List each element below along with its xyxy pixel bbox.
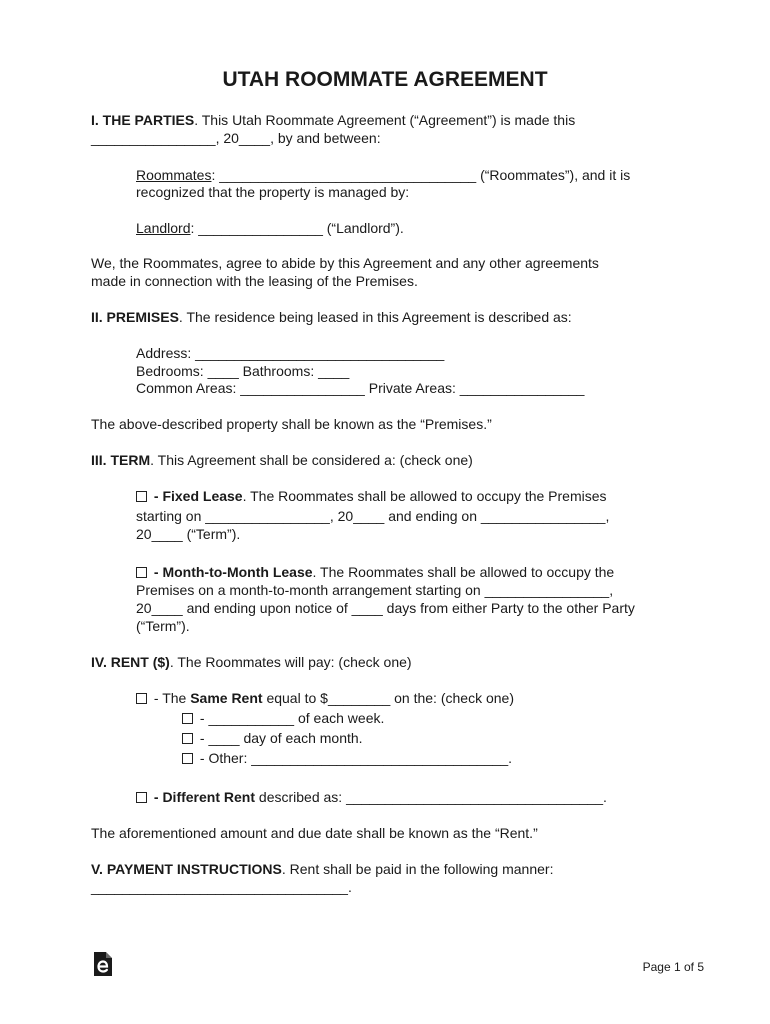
rent-month-option: - ____ day of each month. bbox=[182, 729, 363, 747]
payment-blank-line: _________________________________. bbox=[91, 879, 352, 895]
mtm-lease-line-2: Premises on a month-to-month arrangement starting on ________________, bbox=[136, 582, 614, 598]
roommates-line: Roommates: _________________________________ (“Roommates”), and it is bbox=[136, 167, 631, 183]
different-rent-checkbox[interactable] bbox=[136, 792, 147, 803]
agreement-line-1: We, the Roommates, agree to abide by this Agreement and any other agreements bbox=[91, 255, 599, 271]
rent-other-option: - Other: _________________________________. bbox=[182, 749, 512, 767]
fixed-lease-line-2: starting on ________________, 20____ and ending on ________________, bbox=[136, 508, 610, 524]
rent-month-checkbox[interactable] bbox=[182, 733, 193, 744]
address-line: Address: ________________________________ bbox=[136, 345, 445, 361]
same-rent-checkbox[interactable] bbox=[136, 693, 147, 704]
rent-known-line: The aforementioned amount and due date shall be known as the “Rent.” bbox=[91, 825, 538, 841]
different-rent-line: - Different Rent described as: _________________________________. bbox=[136, 788, 607, 806]
agreement-line-2: made in connection with the leasing of the Premises. bbox=[91, 273, 418, 289]
landlord-label: Landlord bbox=[136, 220, 191, 236]
roommates-label: Roommates bbox=[136, 167, 212, 183]
document-title: UTAH ROOMMATE AGREEMENT bbox=[222, 68, 548, 91]
fixed-lease-checkbox[interactable] bbox=[136, 491, 147, 502]
mtm-lease-label: - Month-to-Month Lease bbox=[153, 564, 313, 580]
premises-line: II. PREMISES. The residence being leased in this Agreement is described as: bbox=[91, 309, 572, 325]
premises-known-line: The above-described property shall be known as the “Premises.” bbox=[91, 416, 492, 432]
page-number: Page 1 of 5 bbox=[642, 960, 704, 974]
mtm-lease-line-3: 20____ and ending upon notice of ____ days from either Party to the other Party bbox=[136, 600, 635, 616]
section-heading-parties: I. THE PARTIES bbox=[91, 112, 195, 128]
mtm-lease-line-4: (“Term”). bbox=[136, 618, 190, 634]
same-rent-line: - The Same Rent equal to $________ on the: (check one) bbox=[136, 689, 514, 707]
mtm-lease-checkbox[interactable] bbox=[136, 567, 147, 578]
section-heading-rent: IV. RENT ($) bbox=[91, 654, 170, 670]
fixed-lease-line-1: - Fixed Lease. The Roommates shall be allowed to occupy the Premises bbox=[136, 487, 607, 505]
same-rent-label: Same Rent bbox=[190, 690, 263, 706]
section-heading-term: III. TERM bbox=[91, 452, 151, 468]
section-heading-payment: V. PAYMENT INSTRUCTIONS bbox=[91, 861, 282, 877]
rent-week-option: - ___________ of each week. bbox=[182, 709, 384, 727]
eforms-logo-icon bbox=[92, 951, 114, 977]
parties-line-2: ________________, 20____, by and between: bbox=[91, 130, 381, 146]
section-heading-premises: II. PREMISES bbox=[91, 309, 179, 325]
payment-line: V. PAYMENT INSTRUCTIONS. Rent shall be paid in the following manner: bbox=[91, 861, 554, 877]
landlord-line: Landlord: ________________ (“Landlord”). bbox=[136, 220, 404, 236]
bedrooms-line: Bedrooms: ____ Bathrooms: ____ bbox=[136, 363, 350, 379]
fixed-lease-line-3: 20____ (“Term”). bbox=[136, 526, 241, 542]
mtm-lease-line-1: - Month-to-Month Lease. The Roommates shall be allowed to occupy the bbox=[136, 563, 614, 581]
managed-line: recognized that the property is managed by: bbox=[136, 184, 410, 200]
rent-other-checkbox[interactable] bbox=[182, 753, 193, 764]
common-areas-line: Common Areas: ________________ Private Areas: ________________ bbox=[136, 380, 585, 396]
rent-week-checkbox[interactable] bbox=[182, 713, 193, 724]
parties-line-1: I. THE PARTIES. This Utah Roommate Agreement (“Agreement”) is made this bbox=[91, 112, 576, 128]
rent-line: IV. RENT ($). The Roommates will pay: (check one) bbox=[91, 654, 412, 670]
different-rent-label: - Different Rent bbox=[153, 789, 256, 805]
fixed-lease-label: - Fixed Lease bbox=[153, 488, 243, 504]
term-line: III. TERM. This Agreement shall be considered a: (check one) bbox=[91, 452, 473, 468]
